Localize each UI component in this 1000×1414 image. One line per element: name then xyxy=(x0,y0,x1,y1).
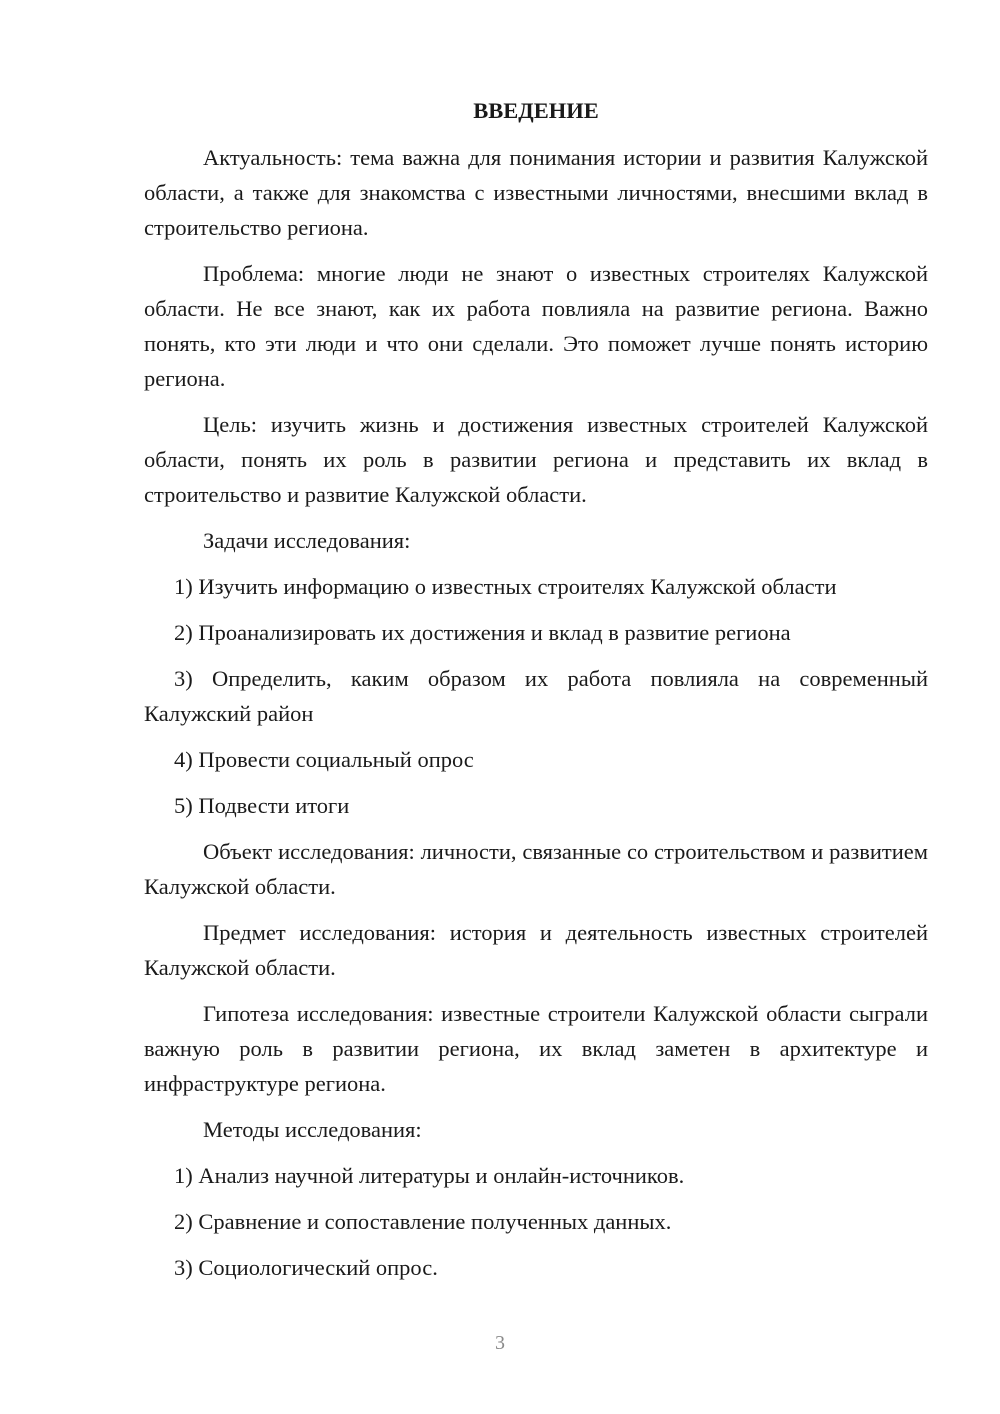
hypothesis-paragraph: Гипотеза исследования: известные строители Калужской области сыграли важную роль в развитии региона, их вклад заметен в архитектуре и инфраструктуре региона. xyxy=(144,1001,928,1096)
task-item: 1) Изучить информацию о известных строителях Калужской области xyxy=(174,574,837,599)
document-page xyxy=(144,92,928,1296)
method-item: 3) Социологический опрос. xyxy=(174,1255,438,1280)
task-item: 3) Определить, каким образом их работа повлияла на современный Калужский район xyxy=(144,666,928,726)
relevance-paragraph: Актуальность: тема важна для понимания истории и развития Калужской области, а также для знакомства с известными личностями, внесшими вклад в строительство региона. xyxy=(144,145,928,240)
method-item: 1) Анализ научной литературы и онлайн-источников. xyxy=(174,1163,685,1188)
method-item: 2) Сравнение и сопоставление полученных данных. xyxy=(174,1209,672,1234)
task-item: 2) Проанализировать их достижения и вклад в развитие региона xyxy=(174,620,791,645)
task-item: 5) Подвести итоги xyxy=(174,793,350,818)
goal-paragraph: Цель: изучить жизнь и достижения известных строителей Калужской области, понять их роль в развитии региона и представить их вклад в строительство и развитие Калужской области. xyxy=(144,412,928,507)
methods-heading: Методы исследования: xyxy=(203,1117,422,1142)
section-heading: ВВЕДЕНИЕ xyxy=(473,98,599,123)
page-number: 3 xyxy=(495,1332,505,1354)
subject-paragraph: Предмет исследования: история и деятельность известных строителей Калужской области. xyxy=(144,920,928,980)
object-paragraph: Объект исследования: личности, связанные со строительством и развитием Калужской области. xyxy=(144,839,928,899)
task-item: 4) Провести социальный опрос xyxy=(174,747,474,772)
problem-paragraph: Проблема: многие люди не знают о известных строителях Калужской области. Не все знают, как их работа повлияла на развитие региона. Важно понять, кто эти люди и что они сделали. Это поможет лучше понять историю региона. xyxy=(144,261,928,391)
tasks-heading: Задачи исследования: xyxy=(203,528,411,553)
